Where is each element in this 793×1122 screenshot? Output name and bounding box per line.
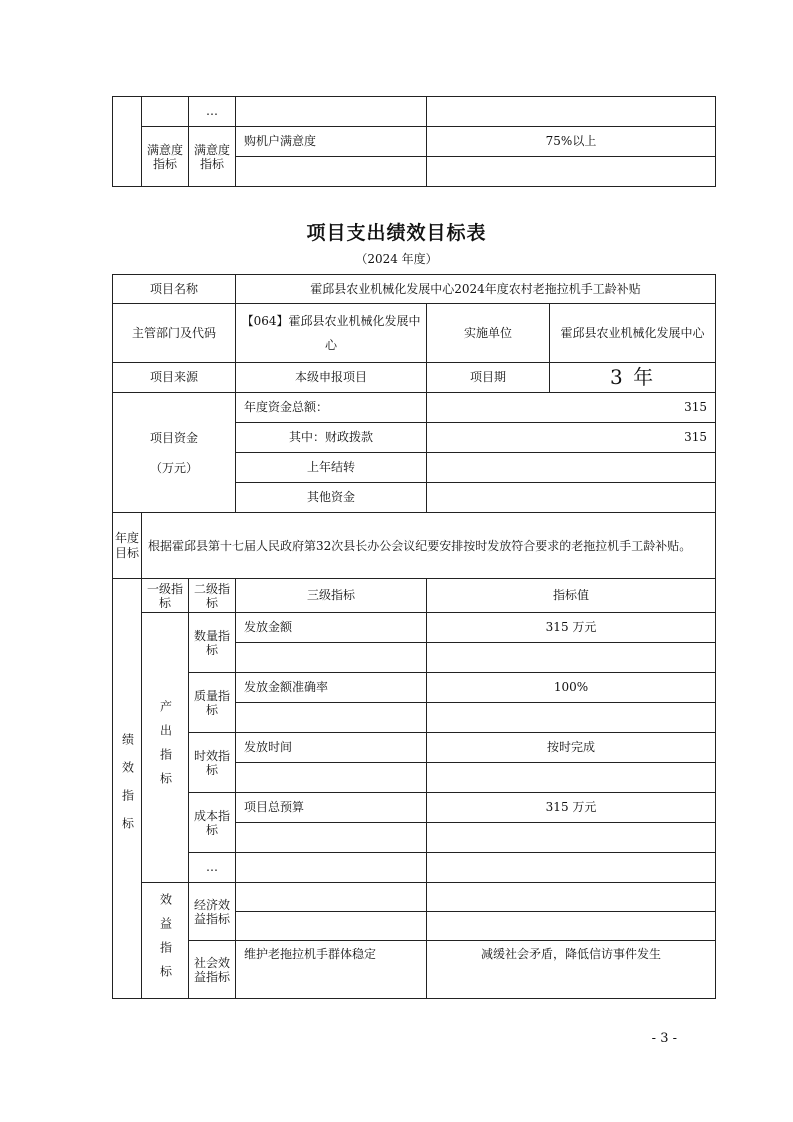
blank-cell [427, 823, 716, 853]
blank-cell [236, 912, 427, 941]
blank-cell [427, 97, 716, 127]
cost-value: 315 万元 [427, 793, 716, 823]
continuation-table [112, 96, 716, 187]
blank-cell [427, 883, 716, 912]
time-value: 按时完成 [427, 733, 716, 763]
other-funds-label: 其他资金 [236, 483, 427, 513]
blank-cell [142, 97, 189, 127]
blank-cell [427, 853, 716, 883]
blank-cell [236, 703, 427, 733]
blank-cell [427, 643, 716, 673]
quantity-item: 发放金额 [236, 613, 427, 643]
quality-item: 发放金额准确率 [236, 673, 427, 703]
table-title: 项目支出绩效目标表 [306, 222, 487, 244]
funds-unit: （万元） [150, 460, 199, 475]
satisfaction-value: 75%以上 [427, 127, 716, 157]
econ-label: 经济效益指标 [189, 883, 236, 941]
dept-label: 主管部门及代码 [113, 304, 236, 363]
social-label: 社会效益指标 [189, 941, 236, 999]
time-item: 发放时间 [236, 733, 427, 763]
header-level2: 二级指标 [189, 579, 236, 613]
satisfaction-level2: 满意度指标 [189, 127, 236, 187]
cost-label: 成本指标 [189, 793, 236, 853]
dept-value: 【064】霍邱县农业机械化发展中心 [236, 304, 427, 363]
perf-column-blank [113, 97, 142, 187]
output-label: 产出指标 [158, 699, 173, 796]
social-value: 减缓社会矛盾，降低信访事件发生 [427, 941, 716, 999]
blank-cell [236, 97, 427, 127]
perf-label: 绩效指标 [120, 732, 135, 845]
page-number: - 3 - [651, 1031, 677, 1046]
period-value: 3 年 [550, 363, 716, 393]
satisfaction-indicator: 购机户满意度 [236, 127, 427, 157]
ellipsis-cell: … [189, 97, 236, 127]
cost-item: 项目总预算 [236, 793, 427, 823]
perf-label-cell [113, 579, 142, 999]
carryover-value [427, 453, 716, 483]
project-name-label: 项目名称 [113, 275, 236, 304]
carryover-label: 上年结转 [236, 453, 427, 483]
fiscal-label: 其中：财政拨款 [236, 423, 427, 453]
blank-cell [236, 853, 427, 883]
fiscal-value: 315 [427, 423, 716, 453]
quantity-label: 数量指标 [189, 613, 236, 673]
benefit-label: 效益指标 [158, 892, 173, 989]
blank-cell [236, 823, 427, 853]
quality-value: 100% [427, 673, 716, 703]
satisfaction-level1: 满意度指标 [142, 127, 189, 187]
blank-cell [427, 763, 716, 793]
header-level3: 三级指标 [236, 579, 427, 613]
header-level1: 一级指标 [142, 579, 189, 613]
time-label: 时效指标 [189, 733, 236, 793]
funds-label: 项目资金 [150, 430, 199, 445]
goal-label: 年度目标 [113, 513, 142, 579]
quantity-value: 315 万元 [427, 613, 716, 643]
performance-table [112, 274, 716, 999]
blank-cell [236, 643, 427, 673]
blank-cell [236, 157, 427, 187]
blank-cell [427, 157, 716, 187]
source-value: 本级申报项目 [236, 363, 427, 393]
blank-cell [236, 763, 427, 793]
project-name-value: 霍邱县农业机械化发展中心2024年度农村老拖拉机手工龄补贴 [236, 275, 716, 304]
goal-text: 根据霍邱县第十七届人民政府第32次县长办公会议纪要安排按时发放符合要求的老拖拉机手工龄补贴。 [142, 513, 716, 579]
table-subtitle: （2024 年度） [355, 252, 438, 266]
benefit-label-cell [142, 883, 189, 999]
blank-cell [427, 703, 716, 733]
header-value: 指标值 [427, 579, 716, 613]
total-funds-value: 315 [427, 393, 716, 423]
total-funds-label: 年度资金总额： [236, 393, 427, 423]
other-funds-value [427, 483, 716, 513]
blank-cell [236, 883, 427, 912]
impl-value: 霍邱县农业机械化发展中心 [550, 304, 716, 363]
impl-label: 实施单位 [427, 304, 550, 363]
funds-label-cell [113, 393, 236, 513]
social-item: 维护老拖拉机手群体稳定 [236, 941, 427, 999]
period-label: 项目期 [427, 363, 550, 393]
output-label-cell [142, 613, 189, 883]
quality-label: 质量指标 [189, 673, 236, 733]
blank-cell [427, 912, 716, 941]
output-ellipsis: … [189, 853, 236, 883]
source-label: 项目来源 [113, 363, 236, 393]
